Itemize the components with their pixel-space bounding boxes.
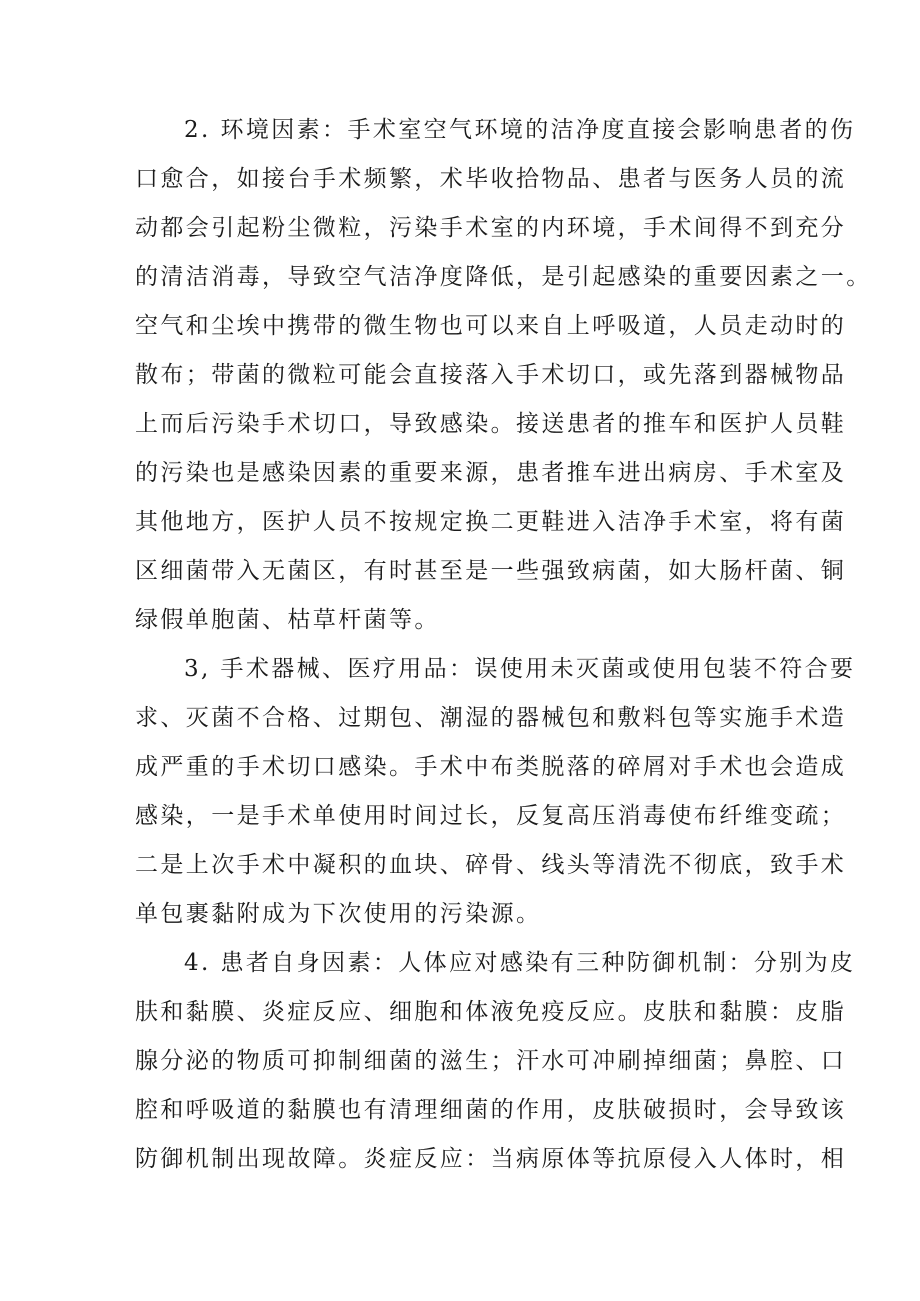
text-line: 口愈合，如接台手术频繁，术毕收拾物品、患者与医务人员的流 — [135, 166, 847, 192]
text-line: 其他地方，医护人员不按规定换二更鞋进入洁净手术室，将有菌 — [135, 509, 847, 535]
text-line: 散布；带菌的微粒可能会直接落入手术切口，或先落到器械物品 — [135, 362, 847, 388]
text-line: 3, 手术器械、医疗用品：误使用未灭菌或使用包装不符合要 — [184, 656, 856, 682]
text-line: 二是上次手术中凝积的血块、碎骨、线头等清洗不彻底，致手术 — [135, 852, 847, 878]
text-line: 腔和呼吸道的黏膜也有清理细菌的作用，皮肤破损时，会导致该 — [135, 1097, 847, 1123]
text-line: 2. 环境因素：手术室空气环境的洁净度直接会影响患者的伤 — [184, 117, 856, 143]
text-line: 4. 患者自身因素：人体应对感染有三种防御机制：分别为皮 — [184, 950, 856, 976]
text-line: 求、灭菌不合格、过期包、潮湿的器械包和敷料包等实施手术造 — [135, 705, 847, 731]
text-line: 肤和黏膜、炎症反应、细胞和体液免疫反应。皮肤和黏膜：皮脂 — [135, 999, 847, 1025]
text-line: 的清洁消毒，导致空气洁净度降低，是引起感染的重要因素之一。 — [135, 264, 872, 290]
text-line: 区细菌带入无菌区，有时甚至是一些强致病菌，如大肠杆菌、铜 — [135, 558, 847, 584]
text-line: 防御机制出现故障。炎症反应：当病原体等抗原侵入人体时，相 — [135, 1146, 847, 1172]
text-line: 的污染也是感染因素的重要来源，患者推车进出病房、手术室及 — [135, 460, 847, 486]
text-line: 绿假单胞菌、枯草杆菌等。 — [135, 607, 440, 633]
text-line: 单包裹黏附成为下次使用的污染源。 — [135, 901, 542, 927]
text-line: 成严重的手术切口感染。手术中布类脱落的碎屑对手术也会造成 — [135, 754, 847, 780]
text-line: 上而后污染手术切口，导致感染。接送患者的推车和医护人员鞋 — [135, 411, 847, 437]
text-line: 空气和尘埃中携带的微生物也可以来自上呼吸道，人员走动时的 — [135, 313, 847, 339]
text-line: 感染，一是手术单使用时间过长，反复高压消毒使布纤维变疏； — [135, 803, 847, 829]
text-line: 腺分泌的物质可抑制细菌的滋生；汗水可冲刷掉细菌；鼻腔、口 — [135, 1048, 847, 1074]
text-line: 动都会引起粉尘微粒，污染手术室的内环境，手术间得不到充分 — [135, 215, 847, 241]
